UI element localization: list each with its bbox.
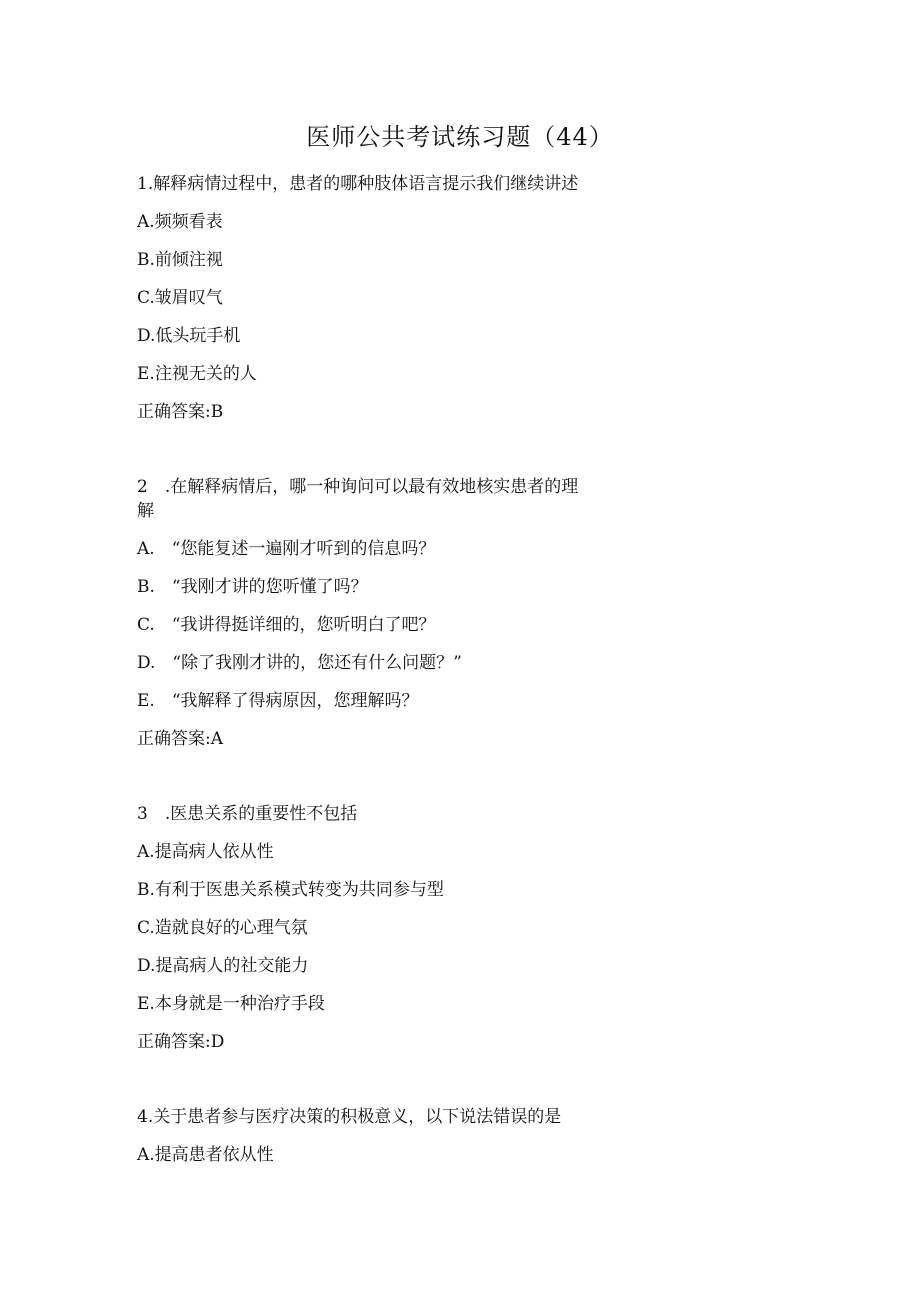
- question-1-option-e: E.注视无关的人: [137, 364, 257, 384]
- question-3-option-d: D.提高病人的社交能力: [137, 956, 309, 976]
- question-2-option-e: E. “我解释了得病原因，您理解吗？: [137, 691, 419, 711]
- question-3-stem: 3 .医患关系的重要性不包括: [137, 804, 358, 824]
- question-1-option-a: A.频频看表: [137, 212, 223, 232]
- question-2-option-a: A. “您能复述一遍刚才听到的信息吗？: [137, 539, 436, 559]
- question-1-answer: 正确答案:B: [137, 402, 224, 422]
- question-2-option-d: D. “除了我刚才讲的，您还有什么问题？”: [137, 653, 462, 673]
- question-3-option-b: B.有利于医患关系模式转变为共同参与型: [137, 880, 444, 900]
- question-3-option-c: C.造就良好的心理气氛: [137, 918, 308, 938]
- question-1-option-d: D.低头玩手机: [137, 326, 241, 346]
- question-4-stem: 4.关于患者参与医疗决策的积极意义，以下说法错误的是: [137, 1107, 562, 1127]
- question-2-stem-line-1: 2 .在解释病情后，哪一种询问可以最有效地核实患者的理: [137, 477, 579, 497]
- question-1-option-c: C.皱眉叹气: [137, 288, 223, 308]
- question-1-option-b: B.前倾注视: [137, 250, 223, 270]
- question-2-option-c: C. “我讲得挺详细的，您听明白了吧？: [137, 615, 436, 635]
- question-2-option-b: B. “我刚才讲的您听懂了吗？: [137, 577, 368, 597]
- question-2-answer: 正确答案:A: [137, 729, 224, 749]
- question-3-option-e: E.本身就是一种治疗手段: [137, 994, 325, 1014]
- question-2-stem-line-2: 解: [137, 501, 154, 521]
- page-title: 医师公共考试练习题（44）: [306, 123, 614, 151]
- question-4-option-a: A.提高患者依从性: [137, 1145, 274, 1165]
- question-3-option-a: A.提高病人依从性: [137, 842, 274, 862]
- question-1-stem: 1.解释病情过程中，患者的哪种肢体语言提示我们继续讲述: [137, 174, 579, 194]
- question-3-answer: 正确答案:D: [137, 1032, 225, 1052]
